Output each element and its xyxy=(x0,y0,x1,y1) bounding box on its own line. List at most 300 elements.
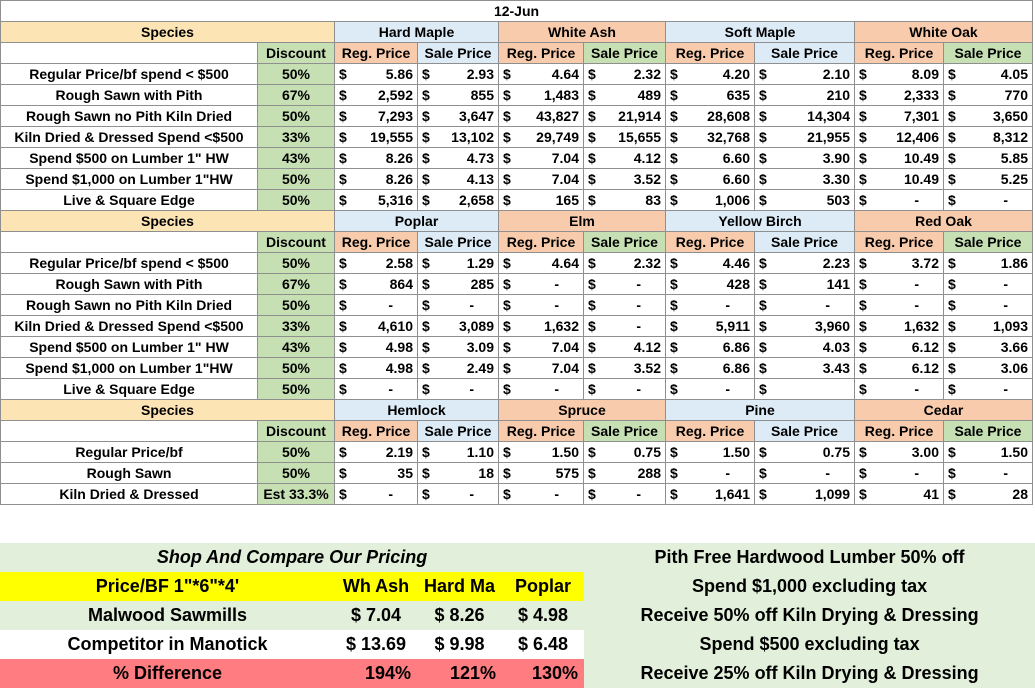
currency-symbol: $ xyxy=(588,66,596,82)
currency-symbol: $ xyxy=(588,87,596,103)
price-value: 635 xyxy=(726,87,750,103)
promo-line-1: Pith Free Hardwood Lumber 50% off xyxy=(584,543,1035,572)
promo-line-3: Receive 50% off Kiln Drying & Dressing xyxy=(584,601,1035,630)
currency-symbol: $ xyxy=(588,171,596,187)
price-cell xyxy=(944,148,1033,169)
price-value: - xyxy=(914,465,919,481)
currency-symbol: $ xyxy=(948,360,956,376)
price-cell xyxy=(584,484,666,505)
currency-symbol: $ xyxy=(759,465,767,481)
discount-value: 50% xyxy=(258,442,335,463)
price-cell xyxy=(335,484,418,505)
currency-symbol: $ xyxy=(948,486,956,502)
table-row xyxy=(1,295,1033,316)
price-value: 864 xyxy=(389,276,413,292)
currency-symbol: $ xyxy=(670,297,678,313)
discount-value: 50% xyxy=(258,295,335,316)
sale-price-header: Sale Price xyxy=(584,421,666,442)
price-cell xyxy=(584,379,666,400)
currency-symbol: $ xyxy=(339,486,347,502)
price-cell xyxy=(335,463,418,484)
compare-col-poplar: Poplar xyxy=(502,572,584,601)
price-value: 503 xyxy=(826,192,850,208)
currency-symbol: $ xyxy=(339,192,347,208)
price-cell xyxy=(666,337,755,358)
currency-symbol: $ xyxy=(759,171,767,187)
currency-symbol: $ xyxy=(503,255,511,271)
price-value: - xyxy=(914,381,919,397)
price-value: 4,610 xyxy=(377,318,413,334)
price-value: - xyxy=(914,192,919,208)
price-value: - xyxy=(636,276,641,292)
price-value: 5,911 xyxy=(715,318,750,334)
row-label: Kiln Dried & Dressed Spend <$500 xyxy=(1,316,258,337)
discount-header: Discount xyxy=(258,421,335,442)
price-cell xyxy=(944,169,1033,190)
price-value: 19,555 xyxy=(370,129,413,145)
price-value: 28,608 xyxy=(707,108,750,124)
price-value: 210 xyxy=(826,87,850,103)
price-cell xyxy=(418,148,499,169)
compare-value: $ 8.26 xyxy=(417,601,502,630)
price-cell xyxy=(418,337,499,358)
currency-symbol: $ xyxy=(503,66,511,82)
currency-symbol: $ xyxy=(859,255,867,271)
currency-symbol: $ xyxy=(339,360,347,376)
reg-price-header: Reg. Price xyxy=(855,232,944,253)
currency-symbol: $ xyxy=(948,255,956,271)
sale-price-header: Sale Price xyxy=(755,421,855,442)
price-cell xyxy=(755,463,855,484)
table-row xyxy=(1,484,1033,505)
price-cell xyxy=(335,106,418,127)
price-value: 1,641 xyxy=(714,486,750,502)
price-value: 5.86 xyxy=(385,66,413,82)
currency-symbol: $ xyxy=(588,297,596,313)
price-value: 1,483 xyxy=(543,87,579,103)
compare-value: $ 7.04 xyxy=(335,601,417,630)
currency-symbol: $ xyxy=(422,381,430,397)
currency-symbol: $ xyxy=(588,129,596,145)
species-name: Spruce xyxy=(499,400,666,421)
promo-line-5: Receive 25% off Kiln Drying & Dressing xyxy=(584,659,1035,688)
price-cell xyxy=(335,337,418,358)
sale-price-header: Sale Price xyxy=(944,232,1033,253)
currency-symbol: $ xyxy=(759,381,767,397)
currency-symbol: $ xyxy=(422,444,430,460)
price-value: - xyxy=(725,381,730,397)
price-value: 4.20 xyxy=(722,66,750,82)
row-label: Rough Sawn with Pith xyxy=(1,274,258,295)
currency-symbol: $ xyxy=(422,108,430,124)
currency-symbol: $ xyxy=(670,276,678,292)
price-value: 2.23 xyxy=(822,255,850,271)
price-cell xyxy=(499,358,584,379)
species-header: Species xyxy=(1,22,335,43)
currency-symbol: $ xyxy=(670,66,678,82)
table-row xyxy=(1,127,1033,148)
price-cell xyxy=(855,106,944,127)
discount-value: 43% xyxy=(258,148,335,169)
price-cell xyxy=(335,127,418,148)
price-value: - xyxy=(914,297,919,313)
price-value: 21,955 xyxy=(807,129,850,145)
currency-symbol: $ xyxy=(339,444,347,460)
currency-symbol: $ xyxy=(588,465,596,481)
price-cell xyxy=(666,379,755,400)
price-cell xyxy=(755,64,855,85)
currency-symbol: $ xyxy=(503,192,511,208)
price-cell xyxy=(666,190,755,211)
price-value: - xyxy=(388,486,393,502)
table-row xyxy=(1,337,1033,358)
sale-price-header: Sale Price xyxy=(418,43,499,64)
price-cell xyxy=(944,127,1033,148)
sale-price-header: Sale Price xyxy=(584,232,666,253)
price-value: 3.66 xyxy=(1000,339,1028,355)
price-cell xyxy=(418,484,499,505)
price-value: 1.50 xyxy=(1000,444,1028,460)
price-value: 2.19 xyxy=(385,444,413,460)
price-value: - xyxy=(636,318,641,334)
species-name: White Ash xyxy=(499,22,666,43)
price-value: 575 xyxy=(555,465,579,481)
price-cell xyxy=(499,85,584,106)
currency-symbol: $ xyxy=(588,255,596,271)
species-name: Red Oak xyxy=(855,211,1033,232)
price-value: 8.26 xyxy=(385,171,413,187)
price-cell xyxy=(335,274,418,295)
price-cell xyxy=(944,358,1033,379)
reg-price-header: Reg. Price xyxy=(666,232,755,253)
currency-symbol: $ xyxy=(588,360,596,376)
currency-symbol: $ xyxy=(422,297,430,313)
currency-symbol: $ xyxy=(859,129,867,145)
price-cell xyxy=(755,190,855,211)
price-value: 428 xyxy=(726,276,750,292)
price-cell xyxy=(418,85,499,106)
price-value: 4.98 xyxy=(385,339,413,355)
currency-symbol: $ xyxy=(503,339,511,355)
row-label: Rough Sawn with Pith xyxy=(1,85,258,106)
row-label: Regular Price/bf spend < $500 xyxy=(1,64,258,85)
currency-symbol: $ xyxy=(948,129,956,145)
price-cell xyxy=(666,442,755,463)
currency-symbol: $ xyxy=(422,276,430,292)
price-cell xyxy=(418,169,499,190)
currency-symbol: $ xyxy=(859,150,867,166)
price-value: 2,592 xyxy=(377,87,413,103)
row-label: Regular Price/bf xyxy=(1,442,258,463)
price-cell xyxy=(499,316,584,337)
price-cell xyxy=(418,379,499,400)
discount-value: 50% xyxy=(258,169,335,190)
currency-symbol: $ xyxy=(588,486,596,502)
price-cell xyxy=(584,190,666,211)
sale-price-header: Sale Price xyxy=(584,43,666,64)
price-value: - xyxy=(636,297,641,313)
price-value: 41 xyxy=(923,486,939,502)
price-cell xyxy=(944,64,1033,85)
price-value: 3,647 xyxy=(458,108,494,124)
table-row xyxy=(1,169,1033,190)
compare-row-label: Competitor in Manotick xyxy=(0,630,335,659)
currency-symbol: $ xyxy=(588,108,596,124)
price-value: 1.50 xyxy=(551,444,579,460)
reg-price-header: Reg. Price xyxy=(855,421,944,442)
species-name: Poplar xyxy=(335,211,499,232)
price-value: 1,632 xyxy=(543,318,579,334)
currency-symbol: $ xyxy=(422,129,430,145)
price-value: 3.06 xyxy=(1000,360,1028,376)
promo-line-4: Spend $500 excluding tax xyxy=(584,630,1035,659)
date-title: 12-Jun xyxy=(1,1,1033,22)
reg-price-header: Reg. Price xyxy=(335,421,418,442)
currency-symbol: $ xyxy=(503,171,511,187)
species-name: White Oak xyxy=(855,22,1033,43)
currency-symbol: $ xyxy=(670,87,678,103)
species-name: Elm xyxy=(499,211,666,232)
species-header: Species xyxy=(1,400,335,421)
price-value: 1,093 xyxy=(992,318,1028,334)
price-value: 5.25 xyxy=(1000,171,1028,187)
row-label: Rough Sawn xyxy=(1,463,258,484)
row-label: Kiln Dried & Dressed Spend <$500 xyxy=(1,127,258,148)
price-cell xyxy=(666,274,755,295)
currency-symbol: $ xyxy=(422,465,430,481)
price-value: 4.98 xyxy=(385,360,413,376)
price-cell xyxy=(855,358,944,379)
price-value: - xyxy=(554,276,559,292)
price-cell xyxy=(855,463,944,484)
price-cell xyxy=(855,127,944,148)
price-value: 4.13 xyxy=(466,171,494,187)
species-name: Yellow Birch xyxy=(666,211,855,232)
price-cell xyxy=(755,85,855,106)
price-value: - xyxy=(914,276,919,292)
currency-symbol: $ xyxy=(859,360,867,376)
price-cell xyxy=(755,274,855,295)
price-value: 1,006 xyxy=(714,192,750,208)
currency-symbol: $ xyxy=(422,171,430,187)
price-cell xyxy=(418,253,499,274)
price-cell xyxy=(418,127,499,148)
price-cell xyxy=(855,484,944,505)
price-value: - xyxy=(1003,276,1008,292)
species-name: Cedar xyxy=(855,400,1033,421)
price-cell xyxy=(755,484,855,505)
price-value: 3.00 xyxy=(911,444,939,460)
currency-symbol: $ xyxy=(759,150,767,166)
price-value: 141 xyxy=(826,276,850,292)
table-row xyxy=(1,106,1033,127)
price-cell xyxy=(944,316,1033,337)
price-cell xyxy=(855,190,944,211)
price-cell xyxy=(855,169,944,190)
discount-value: 50% xyxy=(258,253,335,274)
currency-symbol: $ xyxy=(948,108,956,124)
table-row xyxy=(1,253,1033,274)
price-value: 5,316 xyxy=(377,192,413,208)
compare-col-hard-ma: Hard Ma xyxy=(417,572,502,601)
price-cell xyxy=(335,295,418,316)
reg-price-header: Reg. Price xyxy=(855,43,944,64)
currency-symbol: $ xyxy=(859,192,867,208)
price-value: 3,650 xyxy=(992,108,1028,124)
currency-symbol: $ xyxy=(759,297,767,313)
currency-symbol: $ xyxy=(339,276,347,292)
currency-symbol: $ xyxy=(503,87,511,103)
currency-symbol: $ xyxy=(948,66,956,82)
price-value: 3.09 xyxy=(466,339,494,355)
price-value: 35 xyxy=(397,465,413,481)
currency-symbol: $ xyxy=(759,318,767,334)
price-value: - xyxy=(1003,465,1008,481)
currency-symbol: $ xyxy=(588,318,596,334)
currency-symbol: $ xyxy=(859,465,867,481)
price-cell xyxy=(335,169,418,190)
species-name: Hard Maple xyxy=(335,22,499,43)
discount-value: 50% xyxy=(258,106,335,127)
price-value: - xyxy=(469,297,474,313)
price-cell xyxy=(855,316,944,337)
currency-symbol: $ xyxy=(339,129,347,145)
price-value: 3.90 xyxy=(822,150,850,166)
promo-line-2: Spend $1,000 excluding tax xyxy=(584,572,1035,601)
price-value: 4.03 xyxy=(822,339,850,355)
price-cell xyxy=(944,463,1033,484)
price-cell xyxy=(666,64,755,85)
currency-symbol: $ xyxy=(588,192,596,208)
currency-symbol: $ xyxy=(503,108,511,124)
price-value: - xyxy=(725,465,730,481)
price-value: 6.12 xyxy=(911,360,939,376)
price-cell xyxy=(418,64,499,85)
price-value: 10.49 xyxy=(903,171,939,187)
price-value: 4.05 xyxy=(1000,66,1028,82)
currency-symbol: $ xyxy=(503,276,511,292)
currency-symbol: $ xyxy=(759,108,767,124)
currency-symbol: $ xyxy=(422,150,430,166)
price-cell xyxy=(499,127,584,148)
price-cell xyxy=(855,85,944,106)
price-cell xyxy=(584,337,666,358)
blank-cell xyxy=(1,421,258,442)
price-cell xyxy=(666,295,755,316)
table-row xyxy=(1,358,1033,379)
price-cell xyxy=(335,253,418,274)
price-cell xyxy=(666,316,755,337)
currency-symbol: $ xyxy=(339,255,347,271)
compare-value: 194% xyxy=(335,659,417,688)
currency-symbol: $ xyxy=(670,444,678,460)
discount-value: 67% xyxy=(258,274,335,295)
price-value: 6.60 xyxy=(722,150,750,166)
price-value: - xyxy=(388,381,393,397)
price-cell xyxy=(855,442,944,463)
discount-value: 50% xyxy=(258,64,335,85)
price-cell xyxy=(499,295,584,316)
price-value: - xyxy=(554,381,559,397)
price-cell xyxy=(335,190,418,211)
price-value: 1.29 xyxy=(466,255,494,271)
price-value: 43,827 xyxy=(536,108,579,124)
currency-symbol: $ xyxy=(503,318,511,334)
price-cell xyxy=(855,379,944,400)
price-value: 4.12 xyxy=(633,150,661,166)
reg-price-header: Reg. Price xyxy=(499,232,584,253)
price-value: 6.86 xyxy=(722,360,750,376)
price-value: - xyxy=(636,381,641,397)
price-value: 14,304 xyxy=(807,108,850,124)
price-cell xyxy=(855,253,944,274)
table-row xyxy=(1,463,1033,484)
currency-symbol: $ xyxy=(503,486,511,502)
price-cell xyxy=(755,106,855,127)
currency-symbol: $ xyxy=(588,444,596,460)
currency-symbol: $ xyxy=(859,171,867,187)
currency-symbol: $ xyxy=(948,381,956,397)
reg-price-header: Reg. Price xyxy=(335,232,418,253)
price-value: - xyxy=(388,297,393,313)
compare-panel xyxy=(0,543,1035,688)
currency-symbol: $ xyxy=(503,465,511,481)
currency-symbol: $ xyxy=(422,318,430,334)
price-cell xyxy=(944,274,1033,295)
price-value: 2.49 xyxy=(466,360,494,376)
currency-symbol: $ xyxy=(670,150,678,166)
price-cell xyxy=(944,379,1033,400)
price-cell xyxy=(499,274,584,295)
currency-symbol: $ xyxy=(759,192,767,208)
table-row xyxy=(1,442,1033,463)
price-cell xyxy=(584,85,666,106)
currency-symbol: $ xyxy=(859,486,867,502)
reg-price-header: Reg. Price xyxy=(499,421,584,442)
discount-value: 50% xyxy=(258,358,335,379)
price-value: 2.32 xyxy=(633,66,661,82)
price-value: 3.43 xyxy=(822,360,850,376)
currency-symbol: $ xyxy=(759,255,767,271)
currency-symbol: $ xyxy=(422,360,430,376)
price-cell xyxy=(666,463,755,484)
price-cell xyxy=(584,64,666,85)
discount-header: Discount xyxy=(258,43,335,64)
compare-value: 130% xyxy=(502,659,584,688)
price-value: 1.50 xyxy=(722,444,750,460)
price-value: 3.72 xyxy=(911,255,939,271)
price-value: - xyxy=(469,486,474,502)
compare-row-label: Malwood Sawmills xyxy=(0,601,335,630)
price-value: 165 xyxy=(555,192,579,208)
discount-value: 67% xyxy=(258,85,335,106)
species-header: Species xyxy=(1,211,335,232)
currency-symbol: $ xyxy=(759,444,767,460)
price-value: 2,333 xyxy=(903,87,939,103)
price-cell xyxy=(666,484,755,505)
compare-title: Shop And Compare Our Pricing xyxy=(0,543,584,572)
price-cell xyxy=(335,379,418,400)
row-label: Spend $1,000 on Lumber 1"HW xyxy=(1,358,258,379)
compare-value: $ 4.98 xyxy=(502,601,584,630)
currency-symbol: $ xyxy=(503,444,511,460)
price-cell xyxy=(418,295,499,316)
row-label: Spend $1,000 on Lumber 1"HW xyxy=(1,169,258,190)
price-cell xyxy=(418,358,499,379)
sale-price-header: Sale Price xyxy=(418,232,499,253)
price-value: 2,658 xyxy=(458,192,494,208)
price-cell xyxy=(755,316,855,337)
